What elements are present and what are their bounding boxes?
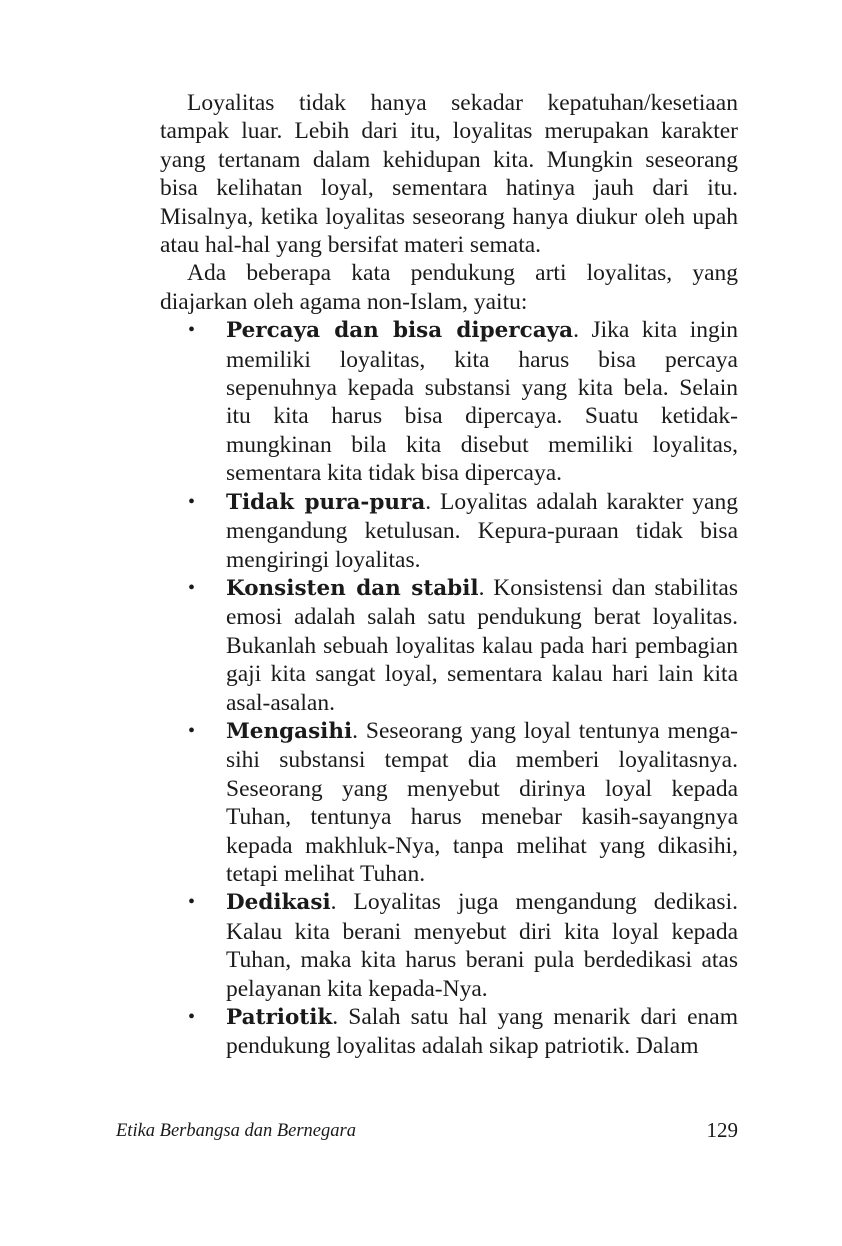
bullet-term: Konsisten dan stabil bbox=[226, 575, 479, 601]
bullet-text: . Seseorang yang loyal tentunya menga-sihi substansi tempat dia memberi loyalitasnya. Seseorang yang menyebut dirinya loyal kepada Tuhan, tentunya harus menebar kasih-sayangnya kepada makhluk-Nya, tanpa melihat yang dikasihi, tetapi melihat Tuhan. bbox=[226, 717, 738, 887]
bullet-dot-icon: • bbox=[188, 319, 196, 342]
list-item bbox=[160, 488, 738, 574]
list-item bbox=[160, 316, 738, 487]
bullet-text: . Konsistensi dan stabilitas emosi adalah salah satu pendukung berat loyalitas. Bukanlah sebuah loyalitas kalau pada hari pembagian gaji kita sangat loyal, sementara kalau hari lain kita asal-asalan. bbox=[226, 574, 738, 716]
bullet-dot-icon: • bbox=[188, 576, 196, 599]
page-body bbox=[160, 89, 738, 1061]
bullet-dot-icon: • bbox=[188, 891, 196, 914]
bullet-dot-icon: • bbox=[188, 1006, 196, 1028]
paragraph-kata-pendukung: Ada beberapa kata pendukung arti loyalitas, yang diajarkan oleh agama non-Islam, yaitu: bbox=[160, 260, 738, 315]
list-item bbox=[160, 717, 738, 888]
page-number: 129 bbox=[706, 1118, 738, 1142]
bullet-term: Tidak pura-pura bbox=[226, 489, 426, 515]
bullet-text: . Jika kita ingin memiliki loyalitas, kita harus bisa percaya sepenuhnya kepada substansi yang kita bela. Selain itu kita harus bisa dipercaya. Suatu ketidak-mungkinan bila kita disebut memiliki loyalitas, sementara kita tidak bisa dipercaya. bbox=[226, 317, 739, 487]
bullet-text: . Loyalitas juga mengandung dedikasi. Kalau kita berani menyebut diri kita loyal kepada Tuhan, maka kita harus berani pula berdedikasi atas pelayanan kita kepada-Nya. bbox=[226, 889, 738, 1002]
bullet-list bbox=[160, 316, 738, 1061]
bullet-text: . Salah satu hal yang menarik dari enam pendukung loyalitas adalah sikap patriotik. Dalam bbox=[226, 1004, 738, 1060]
list-item bbox=[160, 888, 738, 1003]
bullet-term: Percaya dan bisa dipercaya bbox=[226, 318, 574, 344]
bullet-dot-icon: • bbox=[188, 719, 196, 742]
paragraph-loyalitas-intro: Loyalitas tidak hanya sekadar kepatuhan/kesetiaan tampak luar. Lebih dari itu, loyalitas merupakan karakter yang tertanam dalam kehidupan kita. Mungkin seseorang bisa kelihatan loyal, sementara hatinya jauh dari itu. Misalnya, ketika loyalitas seseorang hanya diukur oleh upah atau hal-hal yang bersifat materi semata. bbox=[160, 90, 738, 259]
bullet-term: Mengasihi bbox=[226, 718, 353, 744]
list-item bbox=[160, 1003, 738, 1061]
bullet-term: Dedikasi bbox=[226, 890, 331, 916]
bullet-term: Patriotik bbox=[226, 1005, 333, 1030]
bullet-dot-icon: • bbox=[188, 490, 196, 513]
page-footer bbox=[116, 1118, 738, 1148]
list-item bbox=[160, 574, 738, 717]
running-footer-title: Etika Berbangsa dan Bernegara bbox=[116, 1121, 356, 1141]
bullet-text: . Loyalitas adalah karakter yang mengandung ketulusan. Kepura-puraan tidak bisa mengiringi loyalitas. bbox=[226, 488, 738, 573]
